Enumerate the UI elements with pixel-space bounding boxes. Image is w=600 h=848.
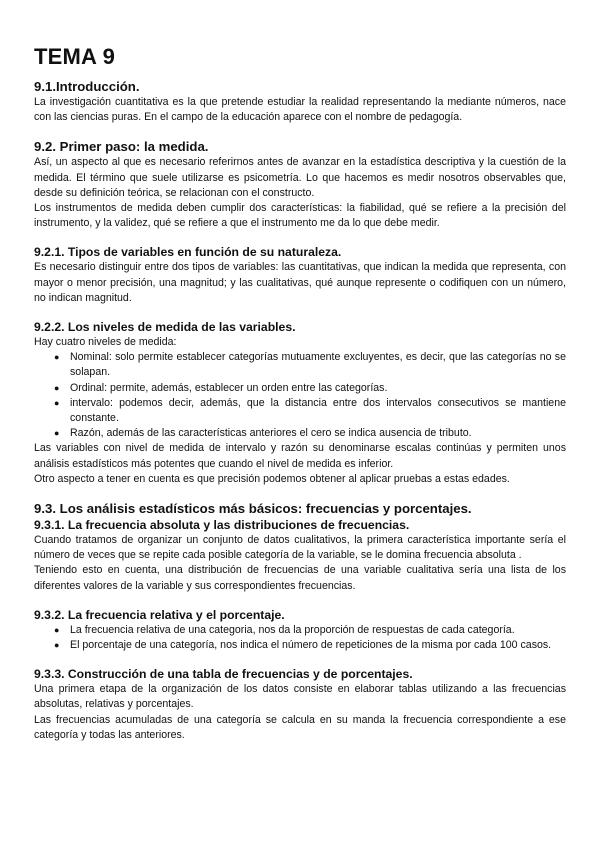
section-tabla-frecuencias	[34, 666, 566, 743]
bullet-icon: ●	[54, 352, 60, 363]
bullet-icon: ●	[54, 397, 60, 408]
bullet-list	[34, 350, 566, 441]
section-frecuencia-relativa	[34, 607, 566, 653]
paragraph: Cuando tratamos de organizar un conjunto de datos cualitativos, la primera característica importante sería el número de veces que se repite cada posible categoría de la variable, se le domina frecuencia absoluta .	[34, 534, 566, 562]
bullet-list	[34, 623, 566, 653]
paragraph: Hay cuatro niveles de medida:	[34, 336, 177, 349]
section-niveles-medida	[34, 319, 566, 487]
subsection-heading: 9.3.3. Construcción de una tabla de frecuencias y de porcentajes.	[34, 667, 413, 682]
paragraph: Es necesario distinguir entre dos tipos de variables: las cuantitativas, que indican la medida que representa, con mayor o menor precisión, una magnitud; y las cualitativas, qué aunque represente o codifiquen con un número, no indican magnitud.	[34, 261, 566, 304]
paragraph: Así, un aspecto al que es necesario referirnos antes de avanzar en la estadística descriptiva y la cuestión de la medida. El término que suele utilizarse es psicometría. Lo que hacemos es medir nosotros observables que, desde su definición teórica, se relacionan con el constructo.	[34, 156, 566, 199]
section-tipos-variables	[34, 244, 566, 306]
section-medida	[34, 138, 566, 231]
list-item: ● Nominal: solo permite establecer categorías mutuamente excluyentes, es decir, que las categorías no se solapan.	[54, 351, 566, 379]
list-item: ● El porcentaje de una categoría, nos indica el número de repeticiones de la misma por cada 100 casos.	[70, 638, 566, 653]
list-item: ● intervalo: podemos decir, además, que la distancia entre dos intervalos consecutivos se mantiene constante.	[54, 396, 566, 425]
list-item: ● Ordinal: permite, además, establecer un orden entre las categorías.	[70, 381, 566, 396]
paragraph: Las variables con nivel de medida de intervalo y razón su denominarse escalas continúas y permiten unos análisis estadísticos más potentes que cuando el nivel de medida es inferior.	[34, 442, 566, 470]
bullet-icon: ●	[54, 382, 60, 393]
bullet-icon: ●	[54, 428, 60, 439]
paragraph: Los instrumentos de medida deben cumplir dos características: la fiabilidad, qué se refiere a la precisión del instrumento, y la validez, qué se refiere a que el instrumento me da lo que debe medir.	[34, 202, 566, 230]
paragraph: La investigación cuantitativa es la que pretende estudiar la realidad representando la mediante números, nace con las ciencias puras. En el campo de la educación aparece con el nombre de pedagogía.	[34, 96, 566, 124]
section-heading: 9.2. Primer paso: la medida.	[34, 139, 209, 155]
bullet-icon: ●	[54, 624, 60, 635]
bullet-icon: ●	[54, 640, 60, 651]
section-heading: 9.1.Introducción.	[34, 79, 140, 94]
subsection-heading: 9.2.1. Tipos de variables en función de su naturaleza.	[34, 245, 342, 260]
subsection-heading: 9.2.2. Los niveles de medida de las variables.	[34, 320, 296, 335]
paragraph: Otro aspecto a tener en cuenta es que precisión podemos obtener al aplicar pruebas a estas edades.	[34, 472, 510, 485]
section-heading: 9.3. Los análisis estadísticos más básicos: frecuencias y porcentajes.	[34, 501, 472, 517]
paragraph: Una primera etapa de la organización de los datos consiste en elaborar tablas utilizando a las frecuencias absolutas, relativas y porcentajes.	[34, 683, 566, 711]
paragraph: Teniendo esto en cuenta, una distribución de frecuencias de una variable cualitativa sería una lista de los diferentes valores de la variable y sus correspondientes frecuencias.	[34, 564, 566, 592]
list-item: ● La frecuencia relativa de una categoria, nos da la proporción de respuestas de cada categoría.	[70, 623, 566, 638]
section-introduccion	[34, 78, 566, 125]
page-title: TEMA 9	[34, 44, 116, 69]
subsection-heading: 9.3.2. La frecuencia relativa y el porcentaje.	[34, 607, 285, 622]
section-analisis-estadisticos	[34, 500, 566, 594]
subsection-heading: 9.3.1. La frecuencia absoluta y las distribuciones de frecuencias.	[34, 518, 410, 533]
list-item: ● Razón, además de las características anteriores el cero se indica ausencia de tributo.	[70, 426, 566, 441]
paragraph: Las frecuencias acumuladas de una categoría se calcula en su manda la frecuencia correspondiente a ese categoría y todas las anteriores.	[34, 713, 566, 741]
